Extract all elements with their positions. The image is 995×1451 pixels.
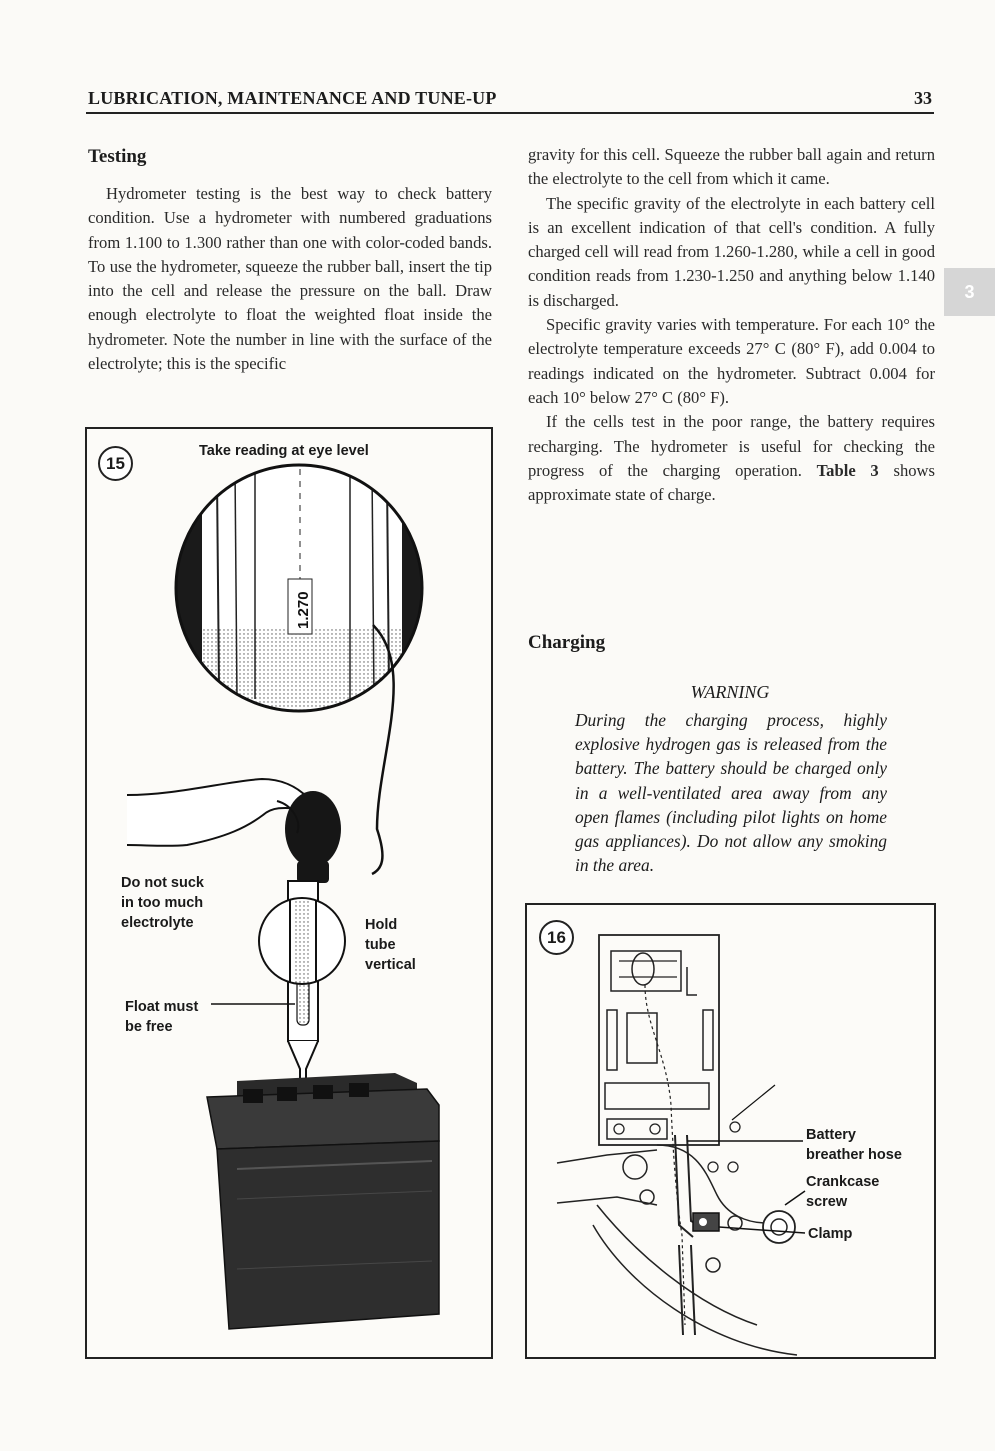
label-crankcase-screw-line2: screw <box>806 1194 848 1210</box>
testing-paragraph <box>88 182 492 376</box>
battery <box>207 1073 439 1329</box>
recharge-paragraph <box>528 410 935 507</box>
label-float <box>125 997 198 1037</box>
label-do-not-suck-line2: in too much <box>121 895 204 911</box>
label-float-line2: be free <box>125 1019 173 1035</box>
label-hold-tube <box>365 915 416 975</box>
figure-16-number: 16 <box>539 920 574 955</box>
label-breather-hose-line2: breather hose <box>806 1147 902 1163</box>
scale-reading: 1.270 <box>295 591 312 629</box>
label-hold-tube-line1: Hold <box>365 917 398 933</box>
right-column-text <box>528 143 935 507</box>
label-clamp: Clamp <box>808 1226 853 1242</box>
label-hold-tube-line2: tube <box>365 937 396 953</box>
crankcase-screw <box>763 1211 795 1243</box>
figure-15-number: 15 <box>98 446 133 481</box>
heading-testing: Testing <box>88 146 147 167</box>
figure-15 <box>85 427 493 1359</box>
label-crankcase-screw <box>806 1172 879 1212</box>
header-rule <box>86 112 934 114</box>
temperature-paragraph: Specific gravity varies with temperature. For each 10° the electrolyte temperature exceeds 27° C (80° F), add 0.004 to readings indicated on the hydrometer. Subtract 0.004 for each 10° below 27° C (80° F). <box>528 315 935 407</box>
label-breather-hose <box>806 1125 902 1165</box>
chapter-tab: 3 <box>944 268 995 316</box>
label-breather-hose-line1: Battery <box>806 1127 856 1143</box>
figure-16 <box>525 903 936 1359</box>
rubber-bulb <box>285 791 341 867</box>
label-do-not-suck-line1: Do not suck <box>121 875 204 891</box>
label-hold-tube-line3: vertical <box>365 957 416 973</box>
heading-charging: Charging <box>528 632 606 653</box>
label-do-not-suck-line3: electrolyte <box>121 915 194 931</box>
page-number: 33 <box>914 88 932 108</box>
label-crankcase-screw-line1: Crankcase <box>806 1174 880 1190</box>
hand-shape <box>127 779 307 846</box>
warning-text: During the charging process, highly explosive hydrogen gas is released from the battery. The battery should be charged only in a well-ventilated area away from any open flames (including pilot lights on home gas appliances). Do not allow any smoking in the area. <box>575 710 887 876</box>
magnified-view <box>167 459 437 719</box>
table-reference: Table 3 <box>816 460 879 480</box>
recharge-text-end: shows approximate state of charge. <box>528 460 935 505</box>
testing-paragraph-text: Hydrometer testing is the best way to check battery condition. Use a hydrometer with numbered graduations from 1.100 to 1.300 rather than one with color-coded bands. To use the hydrometer, squeeze the rubber ball, insert the tip into the cell and release the pressure on the ball. Draw enough electrolyte to float the weighted float inside the hydrometer. Note the number in line with the surface of the electrolyte; this is the specific <box>88 184 492 374</box>
warning-title: WARNING <box>690 682 770 702</box>
label-do-not-suck <box>121 873 204 933</box>
continuation-paragraph: gravity for this cell. Squeeze the rubber ball again and return the electrolyte to the cell from which it came. <box>528 145 935 189</box>
recharge-text: If the cells test in the poor range, the battery requires recharging. The hydrometer is useful for checking the progress of the charging operation. <box>528 412 935 480</box>
specific-gravity-paragraph: The specific gravity of the electrolyte in each battery cell is an excellent indication of that cell's condition. A fully charged cell will read from 1.260-1.280, while a cell in good condition reads from 1.230-1.250 and anything below 1.140 is discharged. <box>528 193 935 310</box>
label-float-line1: Float must <box>125 999 199 1015</box>
figure-15-caption: Take reading at eye level <box>199 443 369 459</box>
running-header-title: LUBRICATION, MAINTENANCE AND TUNE-UP <box>88 88 497 108</box>
